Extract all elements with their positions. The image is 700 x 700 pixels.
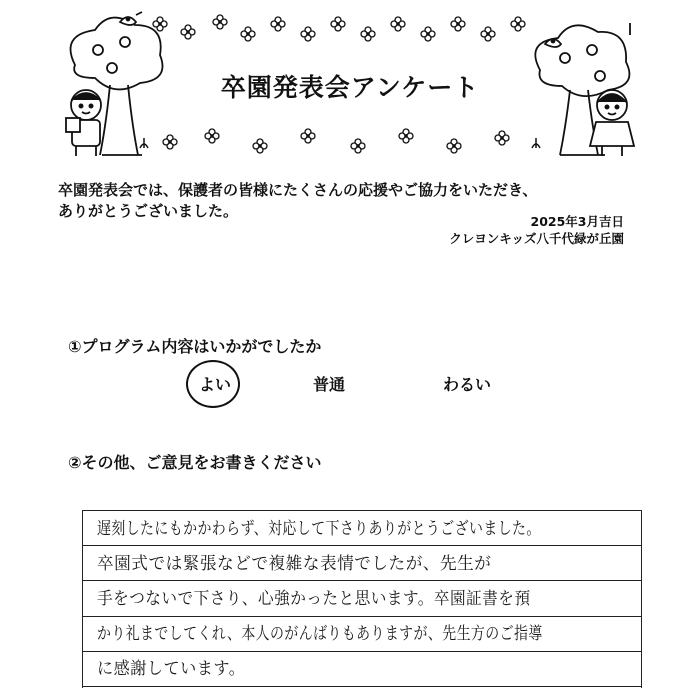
- answer-rule: [83, 686, 641, 687]
- intro-line: 卒園発表会では、保護者の皆様にたくさんの応援やご協力をいただき、: [58, 181, 538, 199]
- handwritten-line: 卒園式では緊張などで複雑な表情でしたが、先生が: [97, 554, 492, 574]
- question-2-label: ②その他、ご意見をお書きください: [68, 453, 322, 472]
- answer-rule: [83, 651, 641, 652]
- handwritten-line: に感謝しています。: [97, 659, 246, 679]
- organization-name: クレヨンキッズ八千代緑が丘園: [449, 231, 624, 246]
- issue-date: 2025年3月吉日: [530, 214, 624, 229]
- answer-rule: [83, 545, 641, 546]
- signature-block: [449, 213, 624, 247]
- flower-row-bottom-icon: [140, 129, 540, 153]
- answer-box[interactable]: [82, 510, 642, 688]
- option-average[interactable]: 普通: [313, 375, 346, 394]
- handwritten-line: かり礼までしてくれ、本人のがんばりもありますが、先生方のご指導: [97, 624, 543, 644]
- handwritten-line: 手をつないで下さり、心強かったと思います。卒園証書を預: [97, 589, 531, 609]
- answer-rule: [83, 580, 641, 581]
- intro-line: ありがとうございました。: [58, 202, 239, 220]
- flower-row-top-icon: [153, 15, 525, 41]
- question-1-label: ①プログラム内容はいかがでしたか: [68, 337, 322, 356]
- option-bad[interactable]: わるい: [443, 375, 492, 394]
- handwritten-line: 遅刻したにもかかわらず、対応して下さりありがとうございました。: [97, 519, 541, 539]
- page-title: 卒園発表会アンケート: [220, 73, 480, 102]
- answer-rule: [83, 616, 641, 617]
- answer-rule: [83, 510, 641, 511]
- option-good[interactable]: よい: [199, 375, 232, 394]
